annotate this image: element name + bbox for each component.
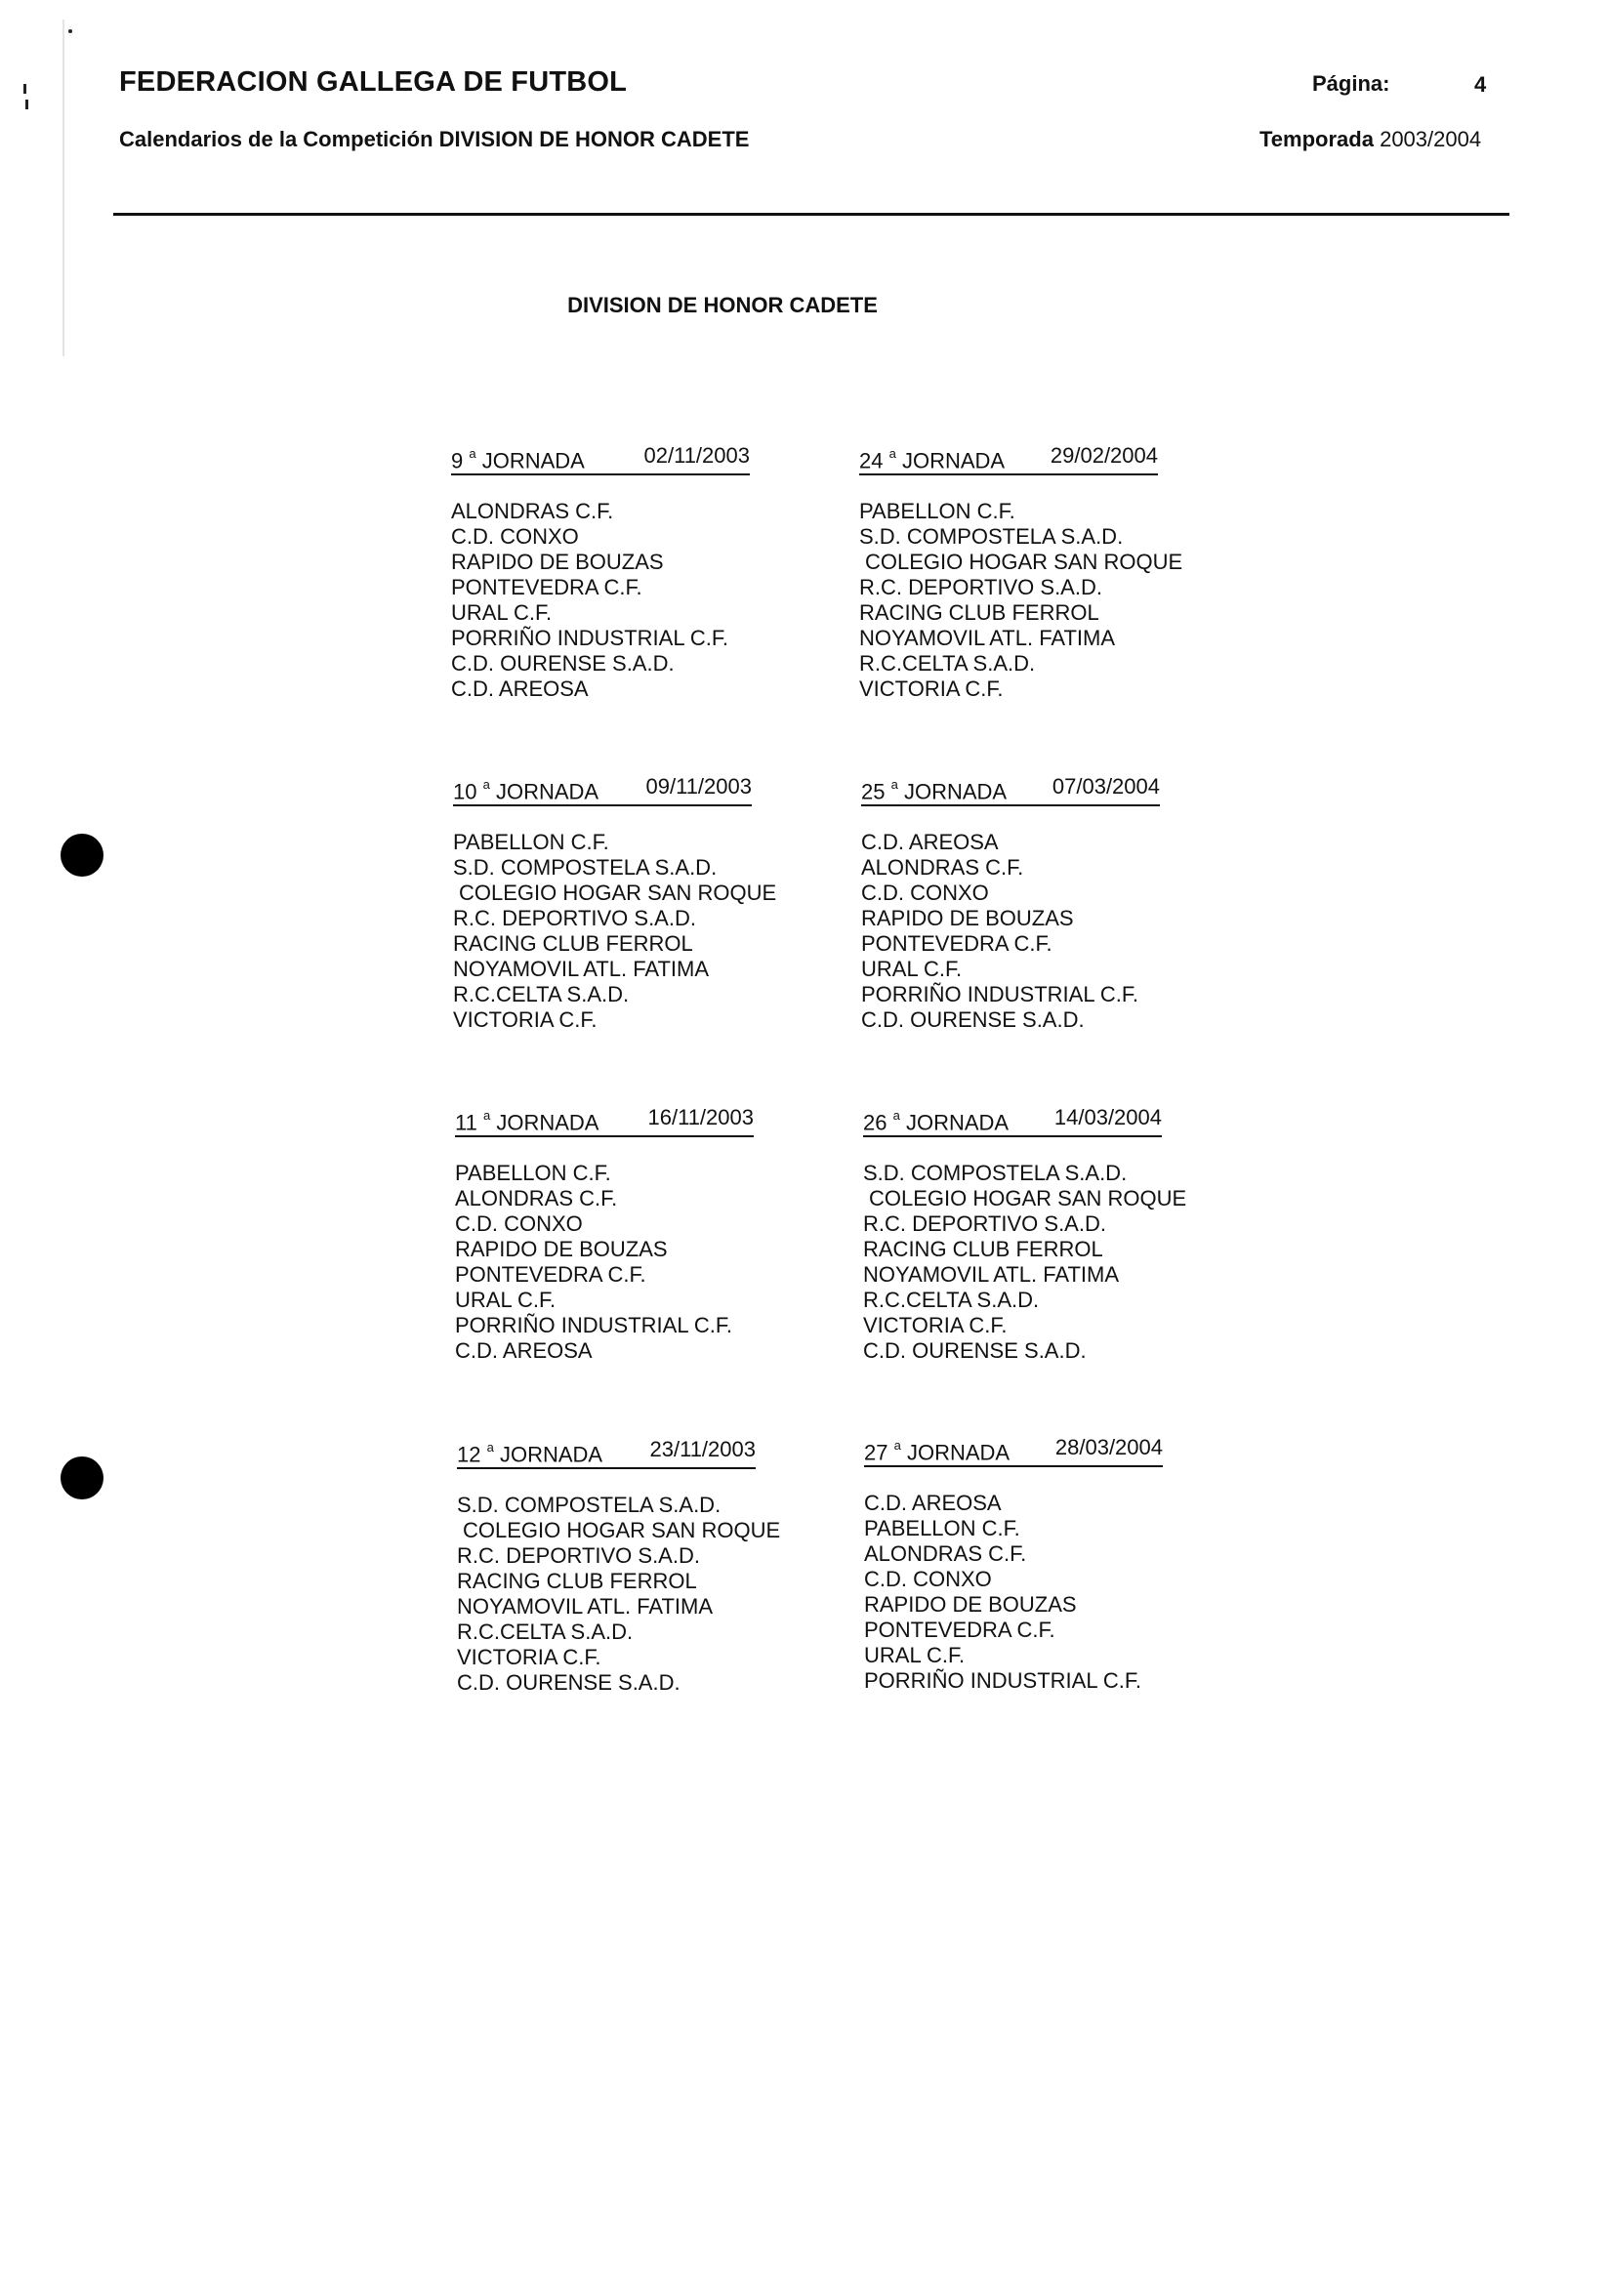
- team-name: COLEGIO HOGAR SAN ROQUE: [869, 1186, 1187, 1211]
- jornada-date: 23/11/2003: [649, 1437, 756, 1461]
- jornada-number: 10: [453, 779, 477, 804]
- team-name: URAL C.F.: [451, 600, 553, 626]
- jornada-number: 9: [451, 448, 464, 473]
- jornada-date: 02/11/2003: [643, 443, 750, 468]
- team-name: ALONDRAS C.F.: [861, 855, 1024, 881]
- jornada-block: [863, 1106, 1254, 1364]
- jornada-header: [451, 444, 750, 475]
- jornada-word: JORNADA: [499, 1442, 603, 1467]
- jornada-date: 09/11/2003: [645, 774, 752, 799]
- jornada-label: [455, 1106, 598, 1134]
- jornada-number: 12: [457, 1442, 481, 1467]
- jornada-block: [453, 775, 844, 1033]
- team-name: RACING CLUB FERROL: [457, 1569, 697, 1594]
- punch-hole-bottom: [61, 1456, 103, 1499]
- team-list: [453, 830, 844, 1033]
- team-name: VICTORIA C.F.: [863, 1313, 1008, 1338]
- team-name: C.D. OURENSE S.A.D.: [457, 1670, 681, 1696]
- team-name: PONTEVEDRA C.F.: [864, 1618, 1055, 1643]
- team-name: RACING CLUB FERROL: [859, 600, 1099, 626]
- team-list: [863, 1161, 1254, 1364]
- jornada-header: [861, 775, 1160, 806]
- team-name: PONTEVEDRA C.F.: [861, 931, 1052, 957]
- jornada-header: [859, 444, 1158, 475]
- team-name: S.D. COMPOSTELA S.A.D.: [859, 524, 1124, 550]
- jornada-label: [863, 1106, 1009, 1134]
- team-name: VICTORIA C.F.: [457, 1645, 601, 1670]
- jornada-block: [457, 1438, 847, 1696]
- team-name: C.D. CONXO: [861, 881, 989, 906]
- team-name: R.C.CELTA S.A.D.: [453, 982, 630, 1007]
- team-name: RACING CLUB FERROL: [453, 931, 693, 957]
- jornada-header: [457, 1438, 756, 1469]
- jornada-label: [864, 1436, 1010, 1464]
- jornada-ordinal: a: [892, 1108, 900, 1123]
- team-name: C.D. AREOSA: [455, 1338, 593, 1364]
- team-list: [455, 1161, 846, 1364]
- jornada-block: [859, 444, 1250, 702]
- team-name: C.D. AREOSA: [861, 830, 999, 855]
- team-name: R.C. DEPORTIVO S.A.D.: [863, 1211, 1106, 1237]
- team-list: [451, 499, 842, 702]
- jornada-ordinal: a: [486, 1440, 494, 1455]
- jornada-date: 16/11/2003: [647, 1105, 754, 1129]
- punch-hole-top: [61, 834, 103, 877]
- team-name: NOYAMOVIL ATL. FATIMA: [457, 1594, 714, 1620]
- team-name: C.D. AREOSA: [451, 676, 589, 702]
- jornada-word: JORNADA: [496, 1110, 599, 1135]
- jornada-block: [455, 1106, 846, 1364]
- team-name: C.D. OURENSE S.A.D.: [861, 1007, 1085, 1033]
- jornada-block: [864, 1436, 1255, 1694]
- jornada-block: [451, 444, 842, 702]
- team-name: R.C. DEPORTIVO S.A.D.: [859, 575, 1102, 600]
- season-value: 2003/2004: [1380, 127, 1482, 151]
- team-name: VICTORIA C.F.: [453, 1007, 598, 1033]
- team-list: [457, 1493, 847, 1696]
- jornada-number: 11: [455, 1110, 477, 1135]
- jornada-date: 29/02/2004: [1050, 443, 1158, 468]
- jornada-label: [451, 444, 585, 472]
- team-name: PORRIÑO INDUSTRIAL C.F.: [861, 982, 1138, 1007]
- team-name: URAL C.F.: [455, 1288, 557, 1313]
- team-name: RAPIDO DE BOUZAS: [451, 550, 664, 575]
- team-name: PABELLON C.F.: [455, 1161, 611, 1186]
- team-name: S.D. COMPOSTELA S.A.D.: [457, 1493, 722, 1518]
- team-name: ALONDRAS C.F.: [455, 1186, 618, 1211]
- team-name: R.C.CELTA S.A.D.: [457, 1620, 634, 1645]
- team-name: ALONDRAS C.F.: [451, 499, 614, 524]
- team-name: COLEGIO HOGAR SAN ROQUE: [865, 550, 1183, 575]
- team-name: PORRIÑO INDUSTRIAL C.F.: [455, 1313, 732, 1338]
- team-name: PABELLON C.F.: [859, 499, 1015, 524]
- jornada-header: [453, 775, 752, 806]
- competition-subtitle: Calendarios de la Competición DIVISION DE HONOR CADETE: [119, 127, 750, 151]
- jornada-word: JORNADA: [901, 448, 1006, 473]
- team-name: ALONDRAS C.F.: [864, 1541, 1027, 1567]
- team-name: NOYAMOVIL ATL. FATIMA: [863, 1262, 1120, 1288]
- scan-speck: [25, 100, 28, 109]
- jornada-date: 14/03/2004: [1053, 1105, 1162, 1129]
- team-name: C.D. CONXO: [455, 1211, 583, 1237]
- team-name: RAPIDO DE BOUZAS: [455, 1237, 668, 1262]
- team-name: S.D. COMPOSTELA S.A.D.: [453, 855, 718, 881]
- section-title: DIVISION DE HONOR CADETE: [567, 293, 878, 317]
- jornada-ordinal: a: [893, 1438, 901, 1453]
- team-name: R.C. DEPORTIVO S.A.D.: [457, 1543, 700, 1569]
- team-name: COLEGIO HOGAR SAN ROQUE: [459, 881, 777, 906]
- jornada-header: [864, 1436, 1163, 1467]
- jornada-number: 24: [859, 448, 884, 473]
- team-name: RAPIDO DE BOUZAS: [864, 1592, 1077, 1618]
- jornada-ordinal: a: [482, 777, 490, 792]
- jornada-label: [859, 444, 1005, 472]
- team-name: NOYAMOVIL ATL. FATIMA: [859, 626, 1116, 651]
- jornada-number: 27: [864, 1440, 888, 1465]
- jornada-ordinal: a: [482, 1108, 491, 1123]
- jornada-number: 25: [861, 779, 886, 804]
- team-name: S.D. COMPOSTELA S.A.D.: [863, 1161, 1128, 1186]
- season: [1259, 127, 1481, 152]
- jornada-header: [863, 1106, 1162, 1137]
- jornada-word: JORNADA: [905, 1110, 1010, 1135]
- jornada-header: [455, 1106, 754, 1137]
- jornada-date: 28/03/2004: [1054, 1435, 1163, 1459]
- team-name: PONTEVEDRA C.F.: [455, 1262, 646, 1288]
- page-label: Página:: [1312, 71, 1390, 96]
- jornada-word: JORNADA: [481, 448, 585, 473]
- jornada-ordinal: a: [890, 777, 898, 792]
- team-name: C.D. OURENSE S.A.D.: [451, 651, 675, 676]
- team-name: VICTORIA C.F.: [859, 676, 1004, 702]
- team-name: PABELLON C.F.: [453, 830, 609, 855]
- season-label: Temporada: [1259, 127, 1374, 151]
- team-name: C.D. OURENSE S.A.D.: [863, 1338, 1087, 1364]
- jornada-label: [457, 1438, 602, 1466]
- team-name: PONTEVEDRA C.F.: [451, 575, 642, 600]
- team-list: [864, 1491, 1255, 1694]
- page-number: 4: [1474, 72, 1487, 97]
- team-name: COLEGIO HOGAR SAN ROQUE: [463, 1518, 781, 1543]
- jornada-word: JORNADA: [903, 779, 1008, 804]
- team-name: URAL C.F.: [864, 1643, 966, 1668]
- team-name: C.D. CONXO: [451, 524, 579, 550]
- team-name: URAL C.F.: [861, 957, 963, 982]
- team-name: PORRIÑO INDUSTRIAL C.F.: [451, 626, 728, 651]
- team-list: [861, 830, 1252, 1033]
- federation-title: FEDERACION GALLEGA DE FUTBOL: [119, 66, 628, 98]
- team-name: C.D. CONXO: [864, 1567, 992, 1592]
- jornada-date: 07/03/2004: [1052, 774, 1160, 799]
- team-name: R.C. DEPORTIVO S.A.D.: [453, 906, 696, 931]
- team-name: RAPIDO DE BOUZAS: [861, 906, 1074, 931]
- scan-speck: [23, 84, 26, 94]
- jornada-ordinal: a: [888, 446, 896, 461]
- scan-speck: [68, 29, 72, 33]
- team-name: PORRIÑO INDUSTRIAL C.F.: [864, 1668, 1141, 1694]
- team-name: PABELLON C.F.: [864, 1516, 1020, 1541]
- jornada-label: [453, 775, 598, 803]
- jornada-label: [861, 775, 1007, 803]
- team-name: C.D. AREOSA: [864, 1491, 1002, 1516]
- header-rule: [113, 213, 1509, 216]
- jornada-word: JORNADA: [495, 779, 599, 804]
- team-name: NOYAMOVIL ATL. FATIMA: [453, 957, 710, 982]
- jornada-number: 26: [863, 1110, 887, 1135]
- team-list: [859, 499, 1250, 702]
- team-name: R.C.CELTA S.A.D.: [863, 1288, 1040, 1313]
- team-name: RACING CLUB FERROL: [863, 1237, 1103, 1262]
- jornada-block: [861, 775, 1252, 1033]
- jornada-ordinal: a: [469, 446, 476, 461]
- jornada-word: JORNADA: [906, 1440, 1011, 1465]
- team-name: R.C.CELTA S.A.D.: [859, 651, 1036, 676]
